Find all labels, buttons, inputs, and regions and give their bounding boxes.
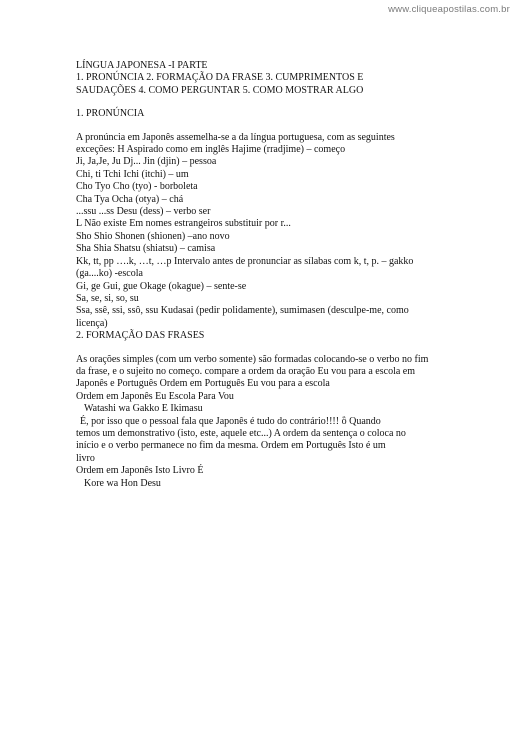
pronunciation-ssa-cont: licença) — [76, 317, 108, 329]
spacer — [76, 121, 432, 132]
pronunciation-ssu: ...ssu ...ss Desu (dess) – verbo ser — [76, 206, 211, 218]
sentence-line-9: livro — [76, 452, 95, 464]
section-1-heading: 1. PRONÚNCIA — [76, 108, 145, 120]
pronunciation-gi: Gi, ge Gui, gue Okage (okague) – sente-se — [76, 280, 247, 292]
sentence-line-5: Watashi wa Gakko E Ikimasu — [84, 403, 203, 415]
pronunciation-sho: Sho Shio Shonen (shionen) –ano novo — [76, 230, 230, 242]
sentence-line-2: da frase, e o sujeito no começo. compare a ordem da oração Eu vou para a escola em — [76, 365, 416, 377]
sentence-line-8: início e o verbo permanece no fim da mesma. Ordem em Português Isto é um — [76, 440, 386, 452]
pronunciation-cha: Cha Tya Ocha (otya) – chá — [76, 193, 184, 205]
spacer — [76, 97, 432, 108]
sentence-line-7: temos um demonstrativo (isto, este, aquele etc...) A ordem da sentença o coloca no — [76, 427, 406, 439]
sentence-line-3: Japonês e Português Ordem em Português Eu vou para a escola — [76, 378, 330, 390]
intro-line-1: A pronúncia em Japonês assemelha-se a da língua portuguesa, com as seguintes — [76, 131, 395, 143]
pronunciation-cho: Cho Tyo Cho (tyo) - borboleta — [76, 181, 198, 193]
toc-line-1: 1. PRONÚNCIA 2. FORMAÇÃO DA FRASE 3. CUMPRIMENTOS E — [76, 72, 364, 84]
toc-line-2: SAUDAÇÕES 4. COMO PERGUNTAR 5. COMO MOSTRAR ALGO — [76, 84, 364, 96]
intro-line-2: exceções: H Aspirado como em inglês Hajime (rradjime) – começo — [76, 144, 346, 156]
document-body — [76, 60, 432, 490]
sentence-line-1: As orações simples (com um verbo somente) são formadas colocando-se o verbo no fim — [76, 353, 429, 365]
pronunciation-ssa: Ssa, ssê, ssi, ssô, ssu Kudasai (pedir polidamente), sumimasen (desculpe-me, como — [76, 305, 409, 317]
pronunciation-sha: Sha Shia Shatsu (shiatsu) – camisa — [76, 243, 216, 255]
section-2-heading: 2. FORMAÇÃO DAS FRASES — [76, 330, 205, 342]
pronunciation-l: L Não existe Em nomes estrangeiros substituir por r... — [76, 218, 291, 230]
pronunciation-ji: Ji, Ja,Je, Ju Dj... Jin (djin) – pessoa — [76, 156, 217, 168]
pronunciation-sa: Sa, se, si, so, su — [76, 292, 139, 304]
site-url[interactable]: www.cliqueapostilas.com.br — [388, 4, 510, 15]
sentence-line-6: É, por isso que o pessoal fala que Japonês é tudo do contrário!!!! ὃ Quando — [80, 415, 381, 427]
pronunciation-kk-cont: (ga....ko) -escola — [76, 268, 143, 280]
document-title: LÍNGUA JAPONESA -I PARTE — [76, 60, 208, 71]
pronunciation-chi: Chi, ti Tchi Ichi (itchi) – um — [76, 168, 189, 180]
sentence-line-4: Ordem em Japonês Eu Escola Para Vou — [76, 390, 234, 402]
spacer — [76, 343, 432, 354]
sentence-line-10: Ordem em Japonês Isto Livro É — [76, 465, 204, 477]
sentence-line-11: Kore wa Hon Desu — [84, 477, 161, 489]
pronunciation-kk: Kk, tt, pp ….k, …t, …p Intervalo antes de pronunciar as sílabas com k, t, p. – gakko — [76, 255, 414, 267]
